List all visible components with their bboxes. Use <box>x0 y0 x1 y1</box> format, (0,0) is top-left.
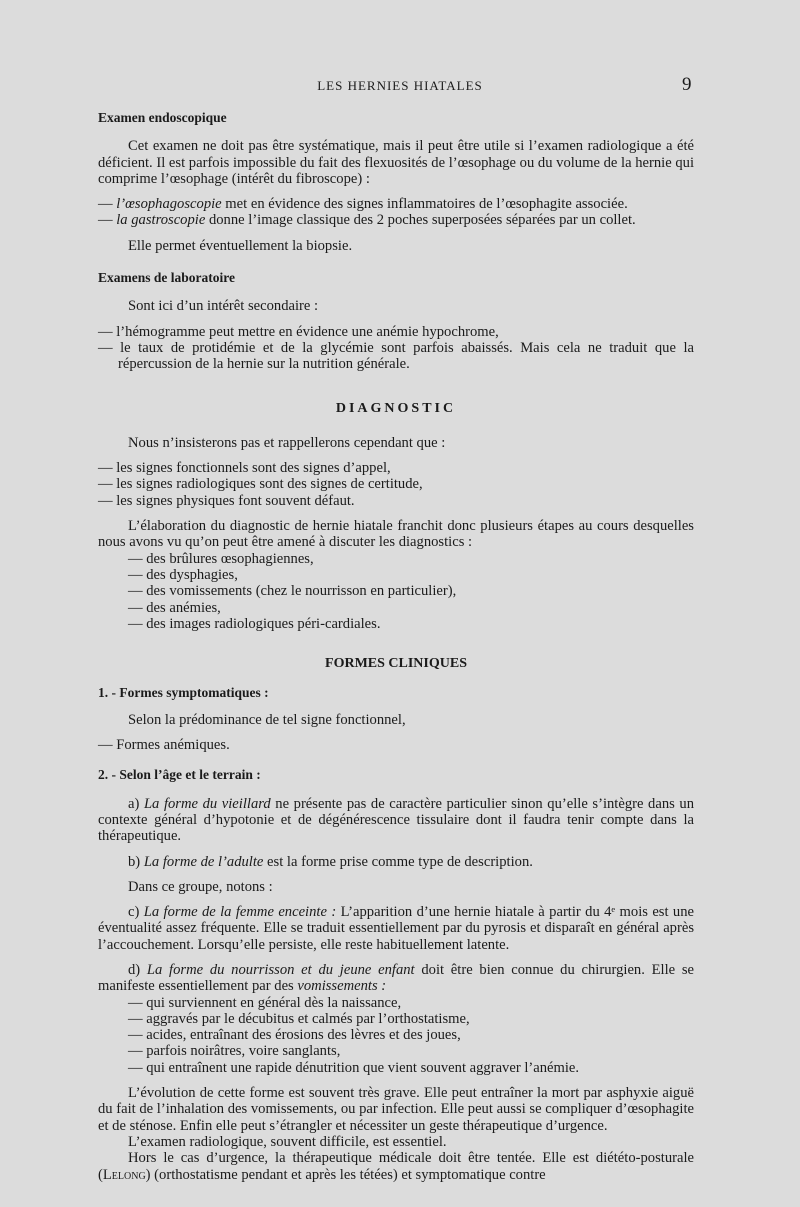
diagnostic-intro: Nous n’insisterons pas et rappellerons cependant que : <box>128 434 446 451</box>
form-d-item-3: — acides, entraînant des érosions des lèvres et des joues, <box>128 1027 461 1044</box>
endoscopy-closing: Elle permet éventuellement la biopsie. <box>128 237 353 254</box>
running-head: LES HERNIES HIATALES <box>317 78 483 93</box>
form-d-paragraph: d) La forme du nourrisson et du jeune enfant doit être bien connue du chirurgien. Elle se manifeste essentiellement par des vomissements : <box>98 961 695 995</box>
diagnostic-sub-item-3: — des vomissements (chez le nourrisson en particulier), <box>128 583 457 600</box>
diagnostic-sub-item-5: — des images radiologiques péri-cardiales. <box>128 615 381 632</box>
diagnostic-item-2: — les signes radiologiques sont des signes de certitude, <box>98 476 423 493</box>
form-a-paragraph: a) La forme du vieillard ne présente pas de caractère particulier sinon qu’elle s’intègre dans un contexte général d’hypotonie et de dégénérescence tissulaire dont il faudra tenir compte dans la thérapeutique. <box>98 795 694 845</box>
evolution-paragraph: L’évolution de cette forme est souvent très grave. Elle peut entraîner la mort par asphyxie aiguë du fait de l’inhalation des vomissements, ou par infection. Elle peut aussi se compliquer d’œsophagite et de sténose. Enfin elle peut s’étrangler et nécessiter un geste thérapeutique d’urgence. <box>98 1085 694 1134</box>
laboratory-intro: Sont ici d’un intérêt secondaire : <box>128 298 319 315</box>
page-number: 9 <box>682 74 692 95</box>
diagnostic-paragraph: L’élaboration du diagnostic de hernie hiatale franchit donc plusieurs étapes au cours desquelles nous avons vu qu’on peut être amené à discuter les diagnostics : <box>98 518 694 551</box>
form-d-item-1: — qui surviennent en général dès la naissance, <box>128 994 402 1011</box>
form-d-item-2: — aggravés par le décubitus et calmés par l’orthostatisme, <box>128 1010 470 1027</box>
endoscopy-item-1: — l’œsophagoscopie met en évidence des signes inflammatoires de l’œsophagite associée. <box>98 196 628 213</box>
laboratory-item-2: — le taux de protidémie et de la glycémie sont parfois abaissés. Mais cela ne traduit que la répercussion de la hernie sur la nutrition générale. <box>98 339 694 373</box>
laboratory-item-1: — l’hémogramme peut mettre en évidence une anémie hypochrome, <box>98 323 499 340</box>
diagnostic-sub-item-2: — des dysphagies, <box>128 566 238 583</box>
endoscopy-intro: Cet examen ne doit pas être systématique, mais il peut être utile si l’examen radiologique a été déficient. Il est parfois impossible du fait des flexuosités de l’œsophage ou du volume de la hernie qui comprime l’œsophage (intérêt du fibroscope) : <box>98 138 694 187</box>
heading-section-2: 2. - Selon l’âge et le terrain : <box>98 767 261 783</box>
radiology-paragraph: L’examen radiologique, souvent difficile, est essentiel. <box>128 1133 447 1150</box>
heading-laboratory: Examens de laboratoire <box>98 270 235 286</box>
heading-forms: FORMES CLINIQUES <box>325 656 467 672</box>
form-c-paragraph: c) La forme de la femme enceinte : L’apparition d’une hernie hiatale à partir du 4ᵉ mois est une éventualité assez fréquente. Elle se traduit essentiellement par du pyrosis et disparaît en général après l’accouchement. Lorsqu’elle persiste, elle reste habituellement latente. <box>98 904 694 953</box>
diagnostic-sub-item-1: — des brûlures œsophagiennes, <box>128 550 314 567</box>
diagnostic-sub-item-4: — des anémies, <box>128 599 221 616</box>
group-note: Dans ce groupe, notons : <box>128 878 273 895</box>
section1-item: — Formes anémiques. <box>98 737 230 754</box>
therapy-paragraph: Hors le cas d’urgence, la thérapeutique médicale doit être tentée. Elle est diététo-posturale (Lelong) (orthostatisme pendant et après les tétées) et symptomatique contre <box>98 1150 694 1183</box>
endoscopy-item-2: — la gastroscopie donne l’image classique des 2 poches superposées séparées par un collet. <box>98 212 636 229</box>
form-d-item-5: — qui entraînent une rapide dénutrition que vient souvent aggraver l’anémie. <box>128 1059 580 1076</box>
form-d-item-4: — parfois noirâtres, voire sanglants, <box>128 1043 341 1060</box>
heading-section-1: 1. - Formes symptomatiques : <box>98 685 269 701</box>
section1-intro: Selon la prédominance de tel signe fonctionnel, <box>128 711 406 728</box>
page-content <box>98 110 694 1183</box>
heading-diagnostic: DIAGNOSTIC <box>335 400 457 416</box>
diagnostic-item-1: — les signes fonctionnels sont des signes d’appel, <box>98 460 391 477</box>
diagnostic-item-3: — les signes physiques font souvent défaut. <box>98 492 355 509</box>
form-b-paragraph: b) La forme de l’adulte est la forme prise comme type de description. <box>128 853 533 870</box>
heading-endoscopy: Examen endoscopique <box>98 110 227 125</box>
